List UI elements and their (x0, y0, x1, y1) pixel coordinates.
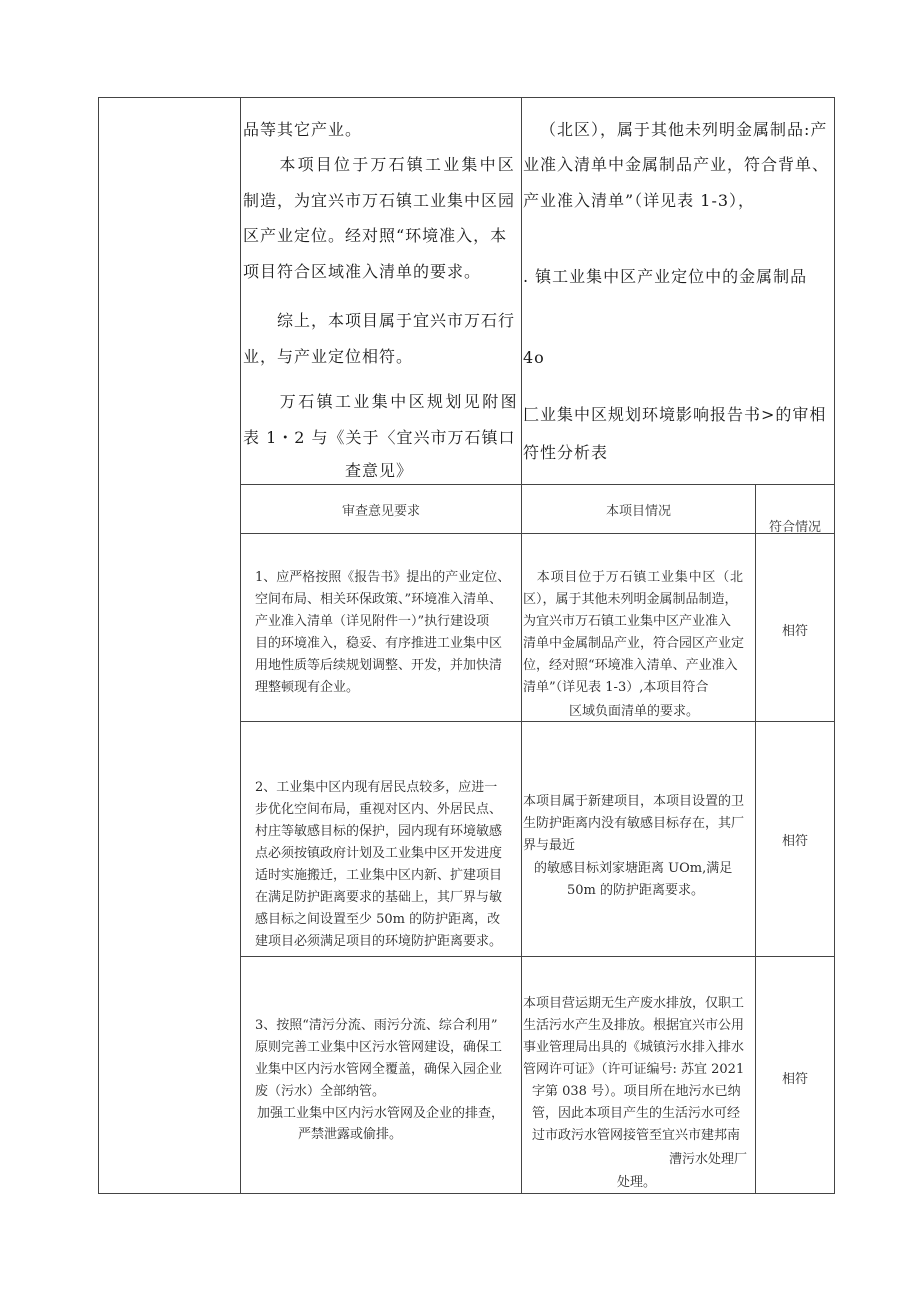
text-line: 严禁泄露或偷排。 (298, 1127, 403, 1142)
text-line: 位，经对照“环境准入清单、产业准入 (523, 658, 738, 673)
text-line: 本项目位于万石镇工业集中区（北 (523, 570, 744, 585)
text-line: 区），属于其他未列明金属制品制造， (523, 592, 738, 607)
text-line: 建项目必须满足项目的环境防护距离要求。 (255, 934, 503, 949)
text-line: 制造，为宜兴市万石镇工业集中区园 (243, 191, 516, 210)
text-line: 过市政污水管网接管至宜兴市建邦南 (532, 1128, 741, 1143)
header-project: 本项目情况 (605, 504, 671, 519)
text-line: 品等其它产业。 (243, 120, 363, 139)
text-line: 50m 的防护距离要求。 (567, 883, 705, 898)
text-line: 处理。 (617, 1175, 657, 1190)
table-border-right (834, 97, 835, 1194)
text-line: 清单”（详见表 1-3）,本项目符合 (523, 680, 709, 695)
compliance-cell: 相符 (781, 834, 808, 849)
text-line: 清单中金属制品产业，符合园区产业定 (523, 636, 745, 651)
text-line: 本项目营运期无生产废水排放，仅职工 (523, 996, 745, 1011)
text-line: 加强工业集中区内污水管网及企业的排查， (257, 1106, 505, 1121)
text-line: 管网许可证》（许可证编号: 苏宜 2021 (523, 1062, 745, 1077)
table-border-top (98, 97, 835, 98)
text-line: 为宜兴市万石镇工业集中区产业准入 (523, 614, 732, 629)
text-line: 万石镇工业集中区规划见附图 (243, 392, 520, 411)
text-line: 用地性质等后续规划调整、开发，并加快清 (255, 658, 503, 673)
text-line: 本项目属于新建项目，本项目设置的卫 (523, 794, 745, 809)
text-line: 生活污水产生及排放。根据宜兴市公用 (523, 1018, 745, 1033)
text-line: （北区），属于其他未列明金属制品:产 (540, 120, 828, 139)
text-line: 管，因此本项目产生的生活污水可经 (532, 1106, 741, 1121)
text-line: 点必须按镇政府计划及工业集中区开发进度 (255, 846, 503, 861)
text-line: 项目符合区域准入清单的要求。 (243, 262, 482, 281)
text-line: 符性分析表 (523, 443, 609, 462)
text-line: 界与最近 (523, 838, 576, 853)
text-line: 产业准入清单（详见附件一）”执行建设项 (255, 614, 490, 629)
text-line: 查意见》 (345, 461, 414, 480)
column-divider-2 (521, 97, 522, 1194)
header-requirement: 审查意见要求 (341, 504, 420, 519)
text-line: 目的环境准入，稳妥、有序推进工业集中区 (255, 636, 503, 651)
text-line: 废（污水）全部纳管。 (255, 1084, 386, 1099)
text-line: 产业准入清单”（详见表 1-3）， (523, 191, 756, 210)
text-line: 业，与产业定位相符。 (243, 347, 414, 366)
header-row-top (240, 484, 835, 485)
row-divider-1 (240, 721, 835, 722)
text-line: 适时实施搬迁，工业集中区内新、扩建项目 (255, 868, 503, 883)
text-line: 业集中区内污水管网全覆盖，确保入园企业 (255, 1062, 503, 1077)
text-line: 空间布局、相关环保政策、”环境准入清单、 (255, 592, 503, 607)
text-line: 1、应严格按照《报告书》提出的产业定位、 (255, 570, 511, 585)
text-line: 综上，本项目属于宜兴市万石行 (243, 311, 516, 330)
text-line: 漕污水处理厂 (669, 1152, 748, 1167)
text-line: 村庄等敏感目标的保护，园内现有环境敏感 (255, 824, 503, 839)
text-line: 的敏感目标刘家塘距离 UOm,满足 (534, 861, 733, 876)
column-divider-1 (240, 97, 241, 1194)
text-line: 理整顿现有企业。 (255, 680, 360, 695)
text-line: 本项目位于万石镇工业集中区 (243, 155, 517, 174)
text-line: 步优化空间布局，重视对区内、外居民点、 (255, 802, 503, 817)
text-line: . 镇工业集中区产业定位中的金属制品 (523, 267, 808, 286)
header-compliance: 符合情况 (768, 520, 821, 535)
compliance-cell: 相符 (781, 624, 808, 639)
compliance-cell: 相符 (781, 1072, 808, 1087)
text-line: 原则完善工业集中区污水管网建设，确保工 (255, 1040, 503, 1055)
text-line: 区域负面清单的要求。 (569, 704, 700, 719)
text-line: 3、按照“清污分流、雨污分流、综合利用” (255, 1018, 498, 1033)
text-line: 表 1・2 与《关于〈宜兴市万石镇口 (243, 428, 516, 447)
text-line: 2、工业集中区内现有居民点较多，应进一 (255, 780, 498, 795)
text-line: 匚业集中区规划环境影响报告书>的审相 (523, 405, 827, 424)
text-line: 生防护距离内没有敏感目标存在，其厂 (523, 816, 745, 831)
text-line: 事业管理局出具的《城镇污水排入排水 (523, 1040, 745, 1055)
header-row-bottom (240, 533, 835, 534)
text-line: 区产业定位。经对照“环境准入，本 (243, 226, 508, 245)
table-border-left (98, 97, 99, 1194)
text-line: 业准入清单中金属制品产业，符合背单、 (523, 155, 830, 174)
table-border-bottom (98, 1193, 835, 1194)
text-line: 感目标之间设置至少 50m 的防护距离，改 (255, 912, 501, 927)
row-divider-2 (240, 956, 835, 957)
text-line: 字第 038 号）。项目所在地污水已纳 (532, 1084, 741, 1099)
text-line: 在满足防护距离要求的基础上，其厂界与敏 (255, 890, 503, 905)
text-line: 4o (523, 348, 545, 367)
